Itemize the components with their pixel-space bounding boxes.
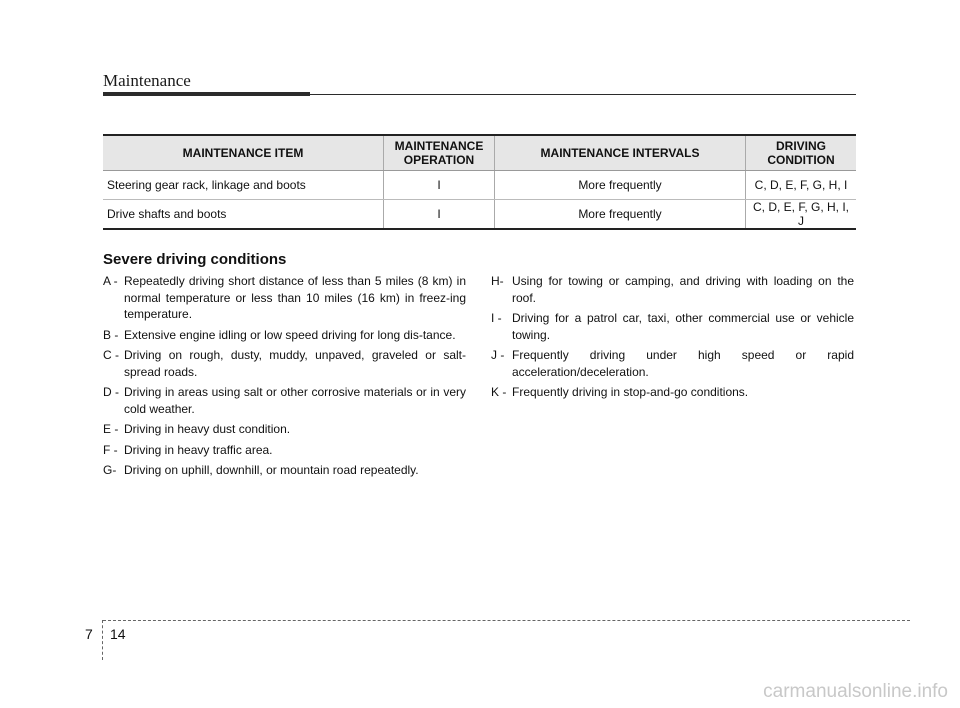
item-text: Using for towing or camping, and driving with loading on the roof. [512, 274, 854, 305]
header-rule-thick [103, 92, 310, 96]
item-key: K - [491, 385, 507, 399]
item-text: Driving in heavy traffic area. [124, 442, 273, 457]
item-text: Driving in heavy dust condition. [124, 422, 291, 436]
item-key: E - [103, 422, 119, 436]
section-title: Severe driving conditions [103, 251, 287, 268]
list-item [103, 462, 466, 479]
header-driving-condition: DRIVING CONDITION [746, 135, 857, 171]
item-key: G- [103, 463, 117, 477]
conditions-left-column [103, 273, 466, 483]
cell-condition: C, D, E, F, G, H, I, J [746, 200, 857, 230]
cell-item: Steering gear rack, linkage and boots [103, 171, 384, 200]
conditions-right-column [491, 273, 854, 405]
cell-interval: More frequently [495, 200, 746, 230]
cell-operation: I [384, 200, 495, 230]
item-text: Driving on rough, dusty, muddy, unpaved, graveled or salt-spread roads. [124, 348, 466, 379]
item-text: Frequently driving under high speed or rapid acceleration/deceleration. [512, 348, 854, 379]
list-item [103, 327, 466, 344]
list-item [491, 347, 854, 380]
table-row [103, 200, 856, 230]
page-number: 14 [110, 626, 126, 642]
item-text: Driving in areas using salt or other corrosive materials or in very cold weather. [124, 385, 466, 416]
list-item [103, 384, 466, 417]
item-text: Extensive engine idling or low speed driving for long dis-tance. [124, 327, 456, 342]
item-key: B - [103, 327, 119, 342]
cell-operation: I [384, 171, 495, 200]
list-item [491, 384, 854, 401]
header-maintenance-operation: MAINTENANCE OPERATION [384, 135, 495, 171]
page-header-title: Maintenance [103, 71, 191, 90]
item-text: Driving for a patrol car, taxi, other commercial use or vehicle towing. [512, 311, 854, 342]
header-maintenance-intervals: MAINTENANCE INTERVALS [495, 135, 746, 171]
footer-rule [103, 620, 910, 621]
item-key: I - [491, 311, 502, 325]
cell-condition: C, D, E, F, G, H, I [746, 171, 857, 200]
item-key: H- [491, 274, 504, 288]
list-item [491, 273, 854, 306]
item-key: D - [103, 385, 119, 399]
header-maintenance-item: MAINTENANCE ITEM [103, 135, 384, 171]
list-item [491, 310, 854, 343]
table-row [103, 171, 856, 200]
list-item [103, 347, 466, 380]
item-text: Repeatedly driving short distance of less than 5 miles (8 km) in normal temperature or less than 10 miles (16 km) in freez-ing temperature. [124, 274, 466, 321]
item-text: Frequently driving in stop-and-go conditions. [512, 385, 749, 399]
footer-divider [102, 620, 103, 660]
header-rule-thin [310, 94, 856, 95]
list-item [103, 273, 466, 323]
item-text: Driving on uphill, downhill, or mountain road repeatedly. [124, 463, 419, 477]
cell-interval: More frequently [495, 171, 746, 200]
list-item [103, 442, 466, 459]
item-key: F - [103, 442, 118, 457]
watermark: carmanualsonline.info [763, 681, 948, 702]
chapter-number: 7 [85, 626, 93, 642]
list-item [103, 421, 466, 438]
table-header-row [103, 135, 856, 171]
maintenance-table [103, 134, 856, 230]
item-key: J - [491, 348, 505, 362]
item-key: C - [103, 348, 119, 362]
cell-item: Drive shafts and boots [103, 200, 384, 230]
item-key: A - [103, 274, 118, 288]
